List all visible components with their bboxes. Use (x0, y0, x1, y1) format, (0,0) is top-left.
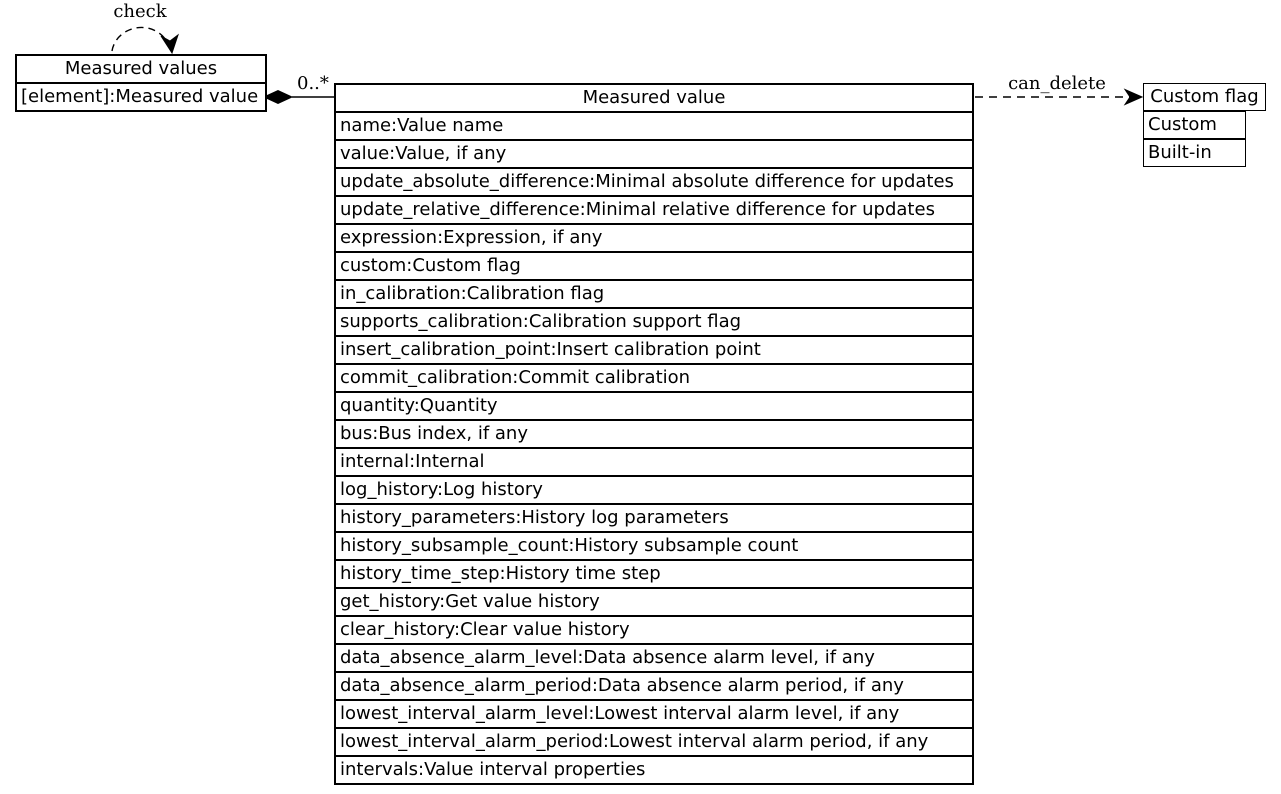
attribute-row: bus:Bus index, if any (335, 420, 973, 448)
attribute-row: history_subsample_count:History subsample count (335, 532, 973, 560)
enum-value-row: Built-in (1143, 139, 1246, 167)
node-measured-value-rows (335, 112, 973, 784)
attribute-row: quantity:Quantity (335, 392, 973, 420)
attribute-row: in_calibration:Calibration flag (335, 280, 973, 308)
node-custom-flag (1143, 83, 1266, 167)
edge-label-can-delete: can_delete (1008, 73, 1106, 94)
attribute-row: clear_history:Clear value history (335, 616, 973, 644)
diamond-icon (264, 91, 292, 104)
attribute-row: history_parameters:History log parameters (335, 504, 973, 532)
attribute-row: commit_calibration:Commit calibration (335, 364, 973, 392)
edge-label-check: check (113, 1, 167, 22)
node-measured-value-title: Measured value (335, 84, 973, 112)
node-measured-values-title: Measured values (16, 55, 266, 83)
attribute-row: intervals:Value interval properties (335, 756, 973, 784)
attribute-row: history_time_step:History time step (335, 560, 973, 588)
can-delete-arrowhead-icon (1125, 90, 1142, 105)
attribute-row: data_absence_alarm_period:Data absence alarm period, if any (335, 672, 973, 700)
node-custom-flag-title: Custom flag (1143, 83, 1266, 111)
attribute-row: [element]:Measured value (16, 83, 266, 111)
attribute-row: get_history:Get value history (335, 588, 973, 616)
check-edge (112, 27, 178, 53)
attribute-row: insert_calibration_point:Insert calibration point (335, 336, 973, 364)
enum-value-row: Custom (1143, 111, 1246, 139)
attribute-row: expression:Expression, if any (335, 224, 973, 252)
check-arrowhead-icon (161, 35, 178, 53)
node-measured-values (15, 54, 267, 112)
attribute-row: custom:Custom flag (335, 252, 973, 280)
attribute-row: internal:Internal (335, 448, 973, 476)
attribute-row: update_absolute_difference:Minimal absolute difference for updates (335, 168, 973, 196)
attribute-row: log_history:Log history (335, 476, 973, 504)
edge-label-multiplicity: 0..* (297, 73, 329, 94)
node-custom-flag-rows (1143, 111, 1266, 167)
attribute-row: supports_calibration:Calibration support flag (335, 308, 973, 336)
attribute-row: name:Value name (335, 112, 973, 140)
attribute-row: lowest_interval_alarm_level:Lowest interval alarm level, if any (335, 700, 973, 728)
node-measured-values-rows (16, 83, 266, 111)
attribute-row: value:Value, if any (335, 140, 973, 168)
node-measured-value (334, 83, 974, 785)
attribute-row: update_relative_difference:Minimal relative difference for updates (335, 196, 973, 224)
attribute-row: lowest_interval_alarm_period:Lowest interval alarm period, if any (335, 728, 973, 756)
attribute-row: data_absence_alarm_level:Data absence alarm level, if any (335, 644, 973, 672)
